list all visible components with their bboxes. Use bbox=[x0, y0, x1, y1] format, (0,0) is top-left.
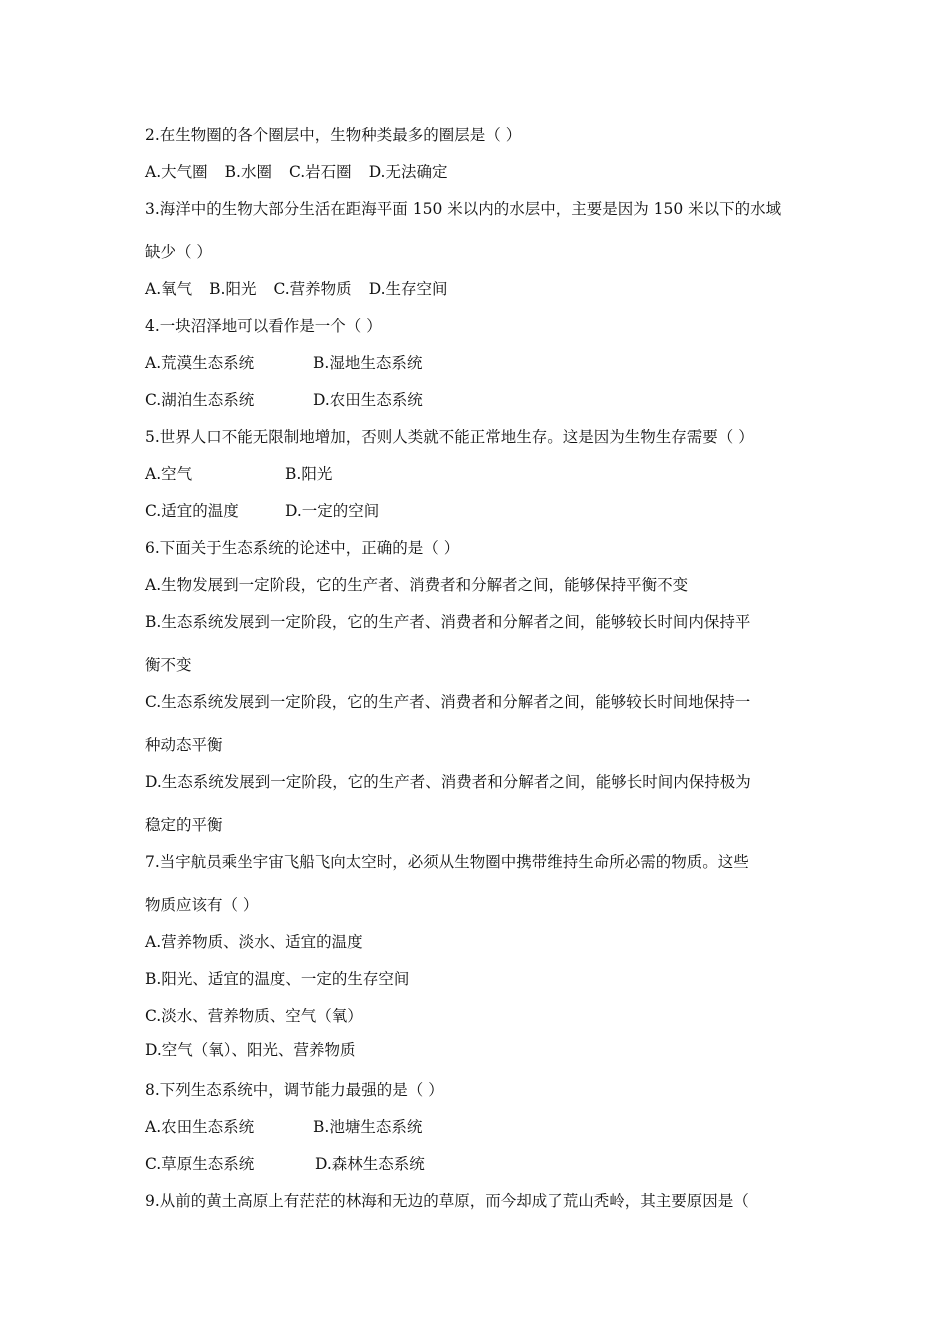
question-6-option-c-line1: C.生态系统发展到一定阶段，它的生产者、消费者和分解者之间，能够较长时间地保持一 bbox=[145, 693, 751, 711]
question-8-stem: 8.下列生态系统中，调节能力最强的是（ ） bbox=[145, 1081, 444, 1099]
question-6-option-a: A.生物发展到一定阶段，它的生产者、消费者和分解者之间，能够保持平衡不变 bbox=[145, 576, 689, 594]
option-d: D.森林生态系统 bbox=[315, 1155, 425, 1173]
question-3-stem-line2: 缺少（ ） bbox=[145, 243, 212, 261]
question-5-stem: 5.世界人口不能无限制地增加，否则人类就不能正常地生存。这是因为生物生存需要（ ） bbox=[145, 428, 754, 446]
option-c: C.湖泊生态系统 bbox=[145, 391, 255, 409]
question-7-stem-line2: 物质应该有（ ） bbox=[145, 896, 259, 914]
option-c: C.岩石圈 bbox=[288, 163, 352, 181]
option-d: D.生存空间 bbox=[368, 280, 448, 298]
question-4-stem: 4.一块沼泽地可以看作是一个（ ） bbox=[145, 317, 382, 335]
option-a: A.氧气 bbox=[145, 280, 193, 298]
question-8-options-row1 bbox=[145, 1116, 815, 1138]
option-d: D.无法确定 bbox=[368, 163, 448, 181]
option-a: A.空气 bbox=[145, 465, 193, 483]
question-list bbox=[145, 124, 815, 1227]
question-6-option-c-line2: 种动态平衡 bbox=[145, 736, 223, 754]
question-8-options-row2 bbox=[145, 1153, 815, 1175]
question-9-stem: 9.从前的黄土高原上有茫茫的林海和无边的草原，而今却成了荒山秃岭，其主要原因是（ bbox=[145, 1192, 749, 1210]
option-c: C.营养物质 bbox=[273, 280, 352, 298]
question-5-options-row2 bbox=[145, 500, 815, 522]
question-7-stem-line1: 7.当宇航员乘坐宇宙飞船飞向太空时，必须从生物圈中携带维持生命所必需的物质。这些 bbox=[145, 853, 749, 871]
question-2-stem: 2.在生物圈的各个圈层中，生物种类最多的圈层是（ ） bbox=[145, 126, 522, 144]
question-4-options-row1 bbox=[145, 352, 815, 374]
question-7-option-d: D.空气（氧）、阳光、营养物质 bbox=[145, 1041, 356, 1059]
option-a: A.农田生态系统 bbox=[145, 1118, 255, 1136]
option-a: A.大气圈 bbox=[145, 163, 208, 181]
question-6-option-d-line1: D.生态系统发展到一定阶段，它的生产者、消费者和分解者之间，能够长时间内保持极为 bbox=[145, 773, 751, 791]
question-2-options bbox=[145, 161, 815, 183]
option-b: B.湿地生态系统 bbox=[313, 354, 423, 372]
option-c: C.草原生态系统 bbox=[145, 1155, 255, 1173]
option-b: B.阳光 bbox=[209, 280, 257, 298]
question-3-stem-line1: 3.海洋中的生物大部分生活在距海平面 150 米以内的水层中，主要是因为 150 米以下的水域 bbox=[145, 200, 782, 218]
option-b: B.阳光 bbox=[285, 465, 333, 483]
option-b: B.池塘生态系统 bbox=[313, 1118, 423, 1136]
question-6-option-d-line2: 稳定的平衡 bbox=[145, 816, 223, 834]
option-d: D.农田生态系统 bbox=[313, 391, 423, 409]
question-7-option-a: A.营养物质、淡水、适宜的温度 bbox=[145, 933, 363, 951]
question-7-option-b: B.阳光、适宜的温度、一定的生存空间 bbox=[145, 970, 410, 988]
option-a: A.荒漠生态系统 bbox=[145, 354, 255, 372]
question-4-options-row2 bbox=[145, 389, 815, 411]
question-3-options bbox=[145, 278, 815, 300]
question-6-stem: 6.下面关于生态系统的论述中，正确的是（ ） bbox=[145, 539, 460, 557]
question-5-options-row1 bbox=[145, 463, 815, 485]
question-6-option-b-line1: B.生态系统发展到一定阶段，它的生产者、消费者和分解者之间，能够较长时间内保持平 bbox=[145, 613, 751, 631]
question-7-option-c: C.淡水、营养物质、空气（氧） bbox=[145, 1007, 363, 1025]
question-6-option-b-line2: 衡不变 bbox=[145, 656, 192, 674]
option-d: D.一定的空间 bbox=[285, 502, 380, 520]
option-c: C.适宜的温度 bbox=[145, 502, 239, 520]
option-b: B.水圈 bbox=[224, 163, 272, 181]
